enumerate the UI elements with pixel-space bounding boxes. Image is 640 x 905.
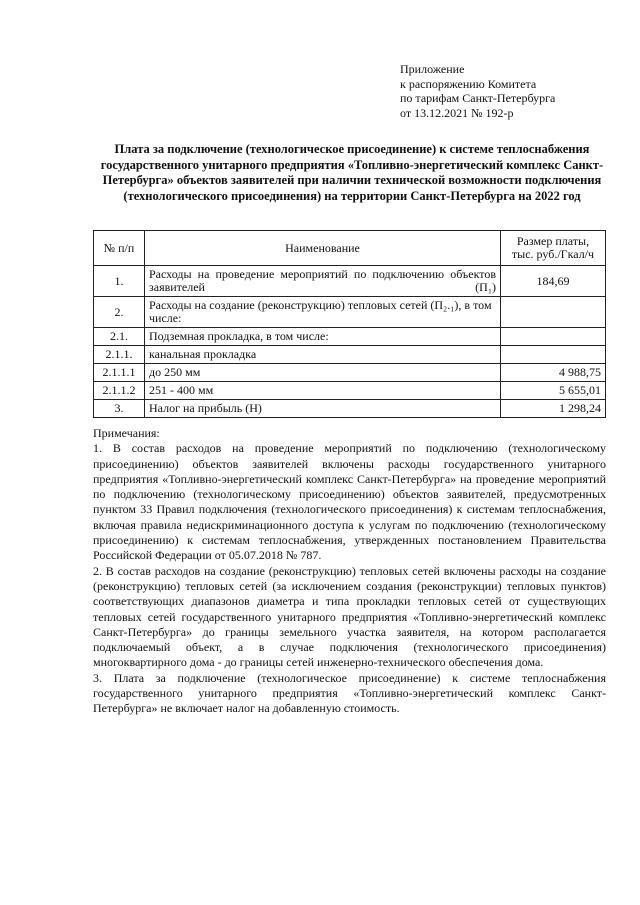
row-name: Расходы на создание (реконструкцию) тепловых сетей (П₂.₁), в том числе: — [145, 297, 501, 328]
row-num: 2.1.1.2 — [94, 382, 145, 400]
row-num: 2.1.1. — [94, 346, 145, 364]
table-header-row — [94, 231, 606, 266]
row-num: 2.1. — [94, 328, 145, 346]
notes-heading: Примечания: — [93, 426, 160, 440]
row-value: 1 298,24 — [501, 400, 606, 418]
row-num: 1. — [94, 266, 145, 297]
row-num: 3. — [94, 400, 145, 418]
table-row — [94, 400, 606, 418]
row-value — [501, 297, 606, 328]
row-value — [501, 328, 606, 346]
appendix-line-1: Приложение — [400, 62, 465, 76]
row-name: Подземная прокладка, в том числе: — [145, 328, 501, 346]
row-name: канальная прокладка — [145, 346, 501, 364]
header-num: № п/п — [94, 231, 145, 266]
table-row — [94, 346, 606, 364]
header-name: Наименование — [145, 231, 501, 266]
row-value: 184,69 — [501, 266, 606, 297]
appendix-line-3: по тарифам Санкт-Петербурга — [400, 91, 556, 105]
row-name: 251 - 400 мм — [145, 382, 501, 400]
note-item-3: 3. Плата за подключение (технологическое присоединение) к системе теплоснабжения государственного унитарного предприятия «Топливно-энергетический комплекс Санкт-Петербурга» не включает налог на добавленную стоимость. — [93, 670, 606, 716]
table-row — [94, 328, 606, 346]
row-value: 5 655,01 — [501, 382, 606, 400]
table-row — [94, 382, 606, 400]
table-row — [94, 266, 606, 297]
header-value: Размер платы, тыс. руб./Гкал/ч — [501, 231, 606, 266]
fee-table — [93, 230, 606, 418]
row-value — [501, 346, 606, 364]
appendix-line-2: к распоряжению Комитета — [400, 76, 537, 91]
row-name: Расходы на проведение мероприятий по подключению объектов заявителей (П₁) — [145, 266, 501, 297]
document-title: Плата за подключение (технологическое присоединение) к системе теплоснабжения государственного унитарного предприятия «Топливно-энергетический комплекс Санкт-Петербурга» объектов заявителей при наличии технической возможности подключения (технологического присоединения) на территории Санкт-Петербурга на 2022 год — [100, 142, 604, 203]
table-row — [94, 364, 606, 382]
row-name: Налог на прибыль (Н) — [145, 400, 501, 418]
note-item-1: 1. В состав расходов на проведение мероприятий по подключению (технологическому присоединению) объектов заявителей включены расходы государственного унитарного предприятия «Топливно-энергетический комплекс Санкт-Петербурга» на проведение мероприятий по подключению (технологическому присоединению) объектов заявителей, предусмотренных пунктом 33 Правил подключения (технологического присоединения) к системам теплоснабжения, включая правила недискриминационного доступа к услугам по подключению (технологическому присоединению) к системам теплоснабжения, утвержденных постановлением Правительства Российской Федерации от 05.07.2018 № 787. — [93, 441, 606, 563]
row-value: 4 988,75 — [501, 364, 606, 382]
row-num: 2. — [94, 297, 145, 328]
table-row — [94, 297, 606, 328]
note-item-2: 2. В состав расходов на создание (реконструкцию) тепловых сетей включены расходы на создание (реконструкцию) тепловых сетей (за исключением создания (реконструкции) тепловых пунктов) соответствующих диапазонов диаметра и типа прокладки тепловых сетей от существующих тепловых сетей государственного унитарного предприятия «Топливно-энергетический комплекс Санкт-Петербурга» до границы земельного участка заявителя, на котором располагается подключаемый объект, а в случае подключения (технологического присоединения) многоквартирного дома - до границы сетей инженерно-технического обеспечения дома. — [93, 563, 606, 670]
notes-section — [93, 426, 606, 717]
appendix-header — [400, 62, 555, 120]
row-num: 2.1.1.1 — [94, 364, 145, 382]
row-name: до 250 мм — [145, 364, 501, 382]
appendix-line-4: от 13.12.2021 № 192-р — [400, 105, 514, 120]
